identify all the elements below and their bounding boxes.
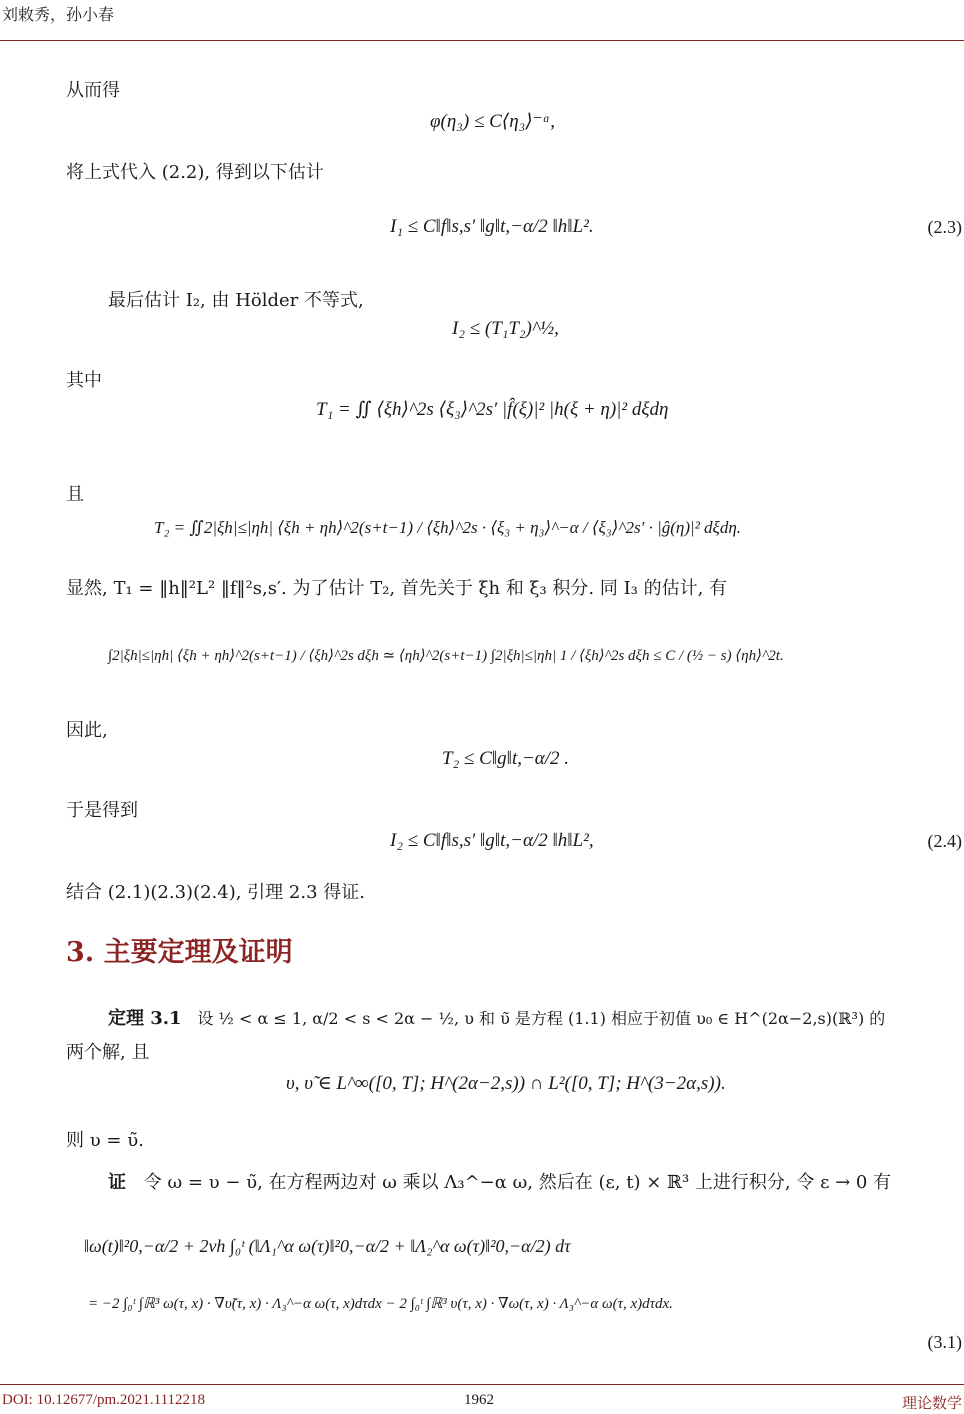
text-line: 从而得 [66, 80, 120, 101]
equation: T₂ ≤ C‖g‖t,−α/2 . [442, 748, 570, 769]
theorem-label: 定理 3.1 [108, 1008, 182, 1029]
equation-number: (3.1) [927, 1332, 962, 1352]
text-line: 则 υ = υ̃. [66, 1130, 144, 1151]
theorem-line [108, 1004, 885, 1030]
equation-T1: T₁ = ∬ ⟨ξh⟩^2s ⟨ξ₃⟩^2s′ |f̂(ξ)|² |h(ξ + η)|² dξdη [316, 399, 669, 420]
text-line: 于是得到 [66, 800, 138, 821]
equation: φ(η₃) ≤ C⟨η₃⟩⁻ᵅ, [430, 111, 556, 132]
footer-rule [0, 1384, 964, 1385]
proof-line [108, 1168, 891, 1194]
text-line: 结合 (2.1)(2.3)(2.4), 引理 2.3 得证. [66, 882, 365, 903]
footer-doi-link[interactable]: DOI: 10.12677/pm.2021.1112218 [2, 1392, 206, 1408]
equation-number: (2.3) [927, 217, 962, 237]
equation-2-4: I₂ ≤ C‖f‖s,s′ ‖g‖t,−α/2 ‖h‖L², [390, 830, 594, 851]
equation-number: (2.4) [927, 831, 962, 851]
header-rule [0, 40, 964, 41]
equation-3-1-line1: ‖ω(t)‖²0,−α/2 + 2νh ∫₀ᵗ (‖Λ₁^α ω(τ)‖²0,−α/2 + ‖Λ₂^α ω(τ)‖²0,−α/2) dτ [84, 1236, 571, 1256]
page-number: 1962 [464, 1392, 494, 1408]
equation-2-3: I₁ ≤ C‖f‖s,s′ ‖g‖t,−α/2 ‖h‖L². [390, 216, 594, 237]
equation-function-space: υ, υ̃ ∈ L^∞([0, T]; H^(2α−2,s)) ∩ L²([0, T]; H^(3−2α,s)). [286, 1073, 726, 1094]
text-line: 最后估计 I₂, 由 Hölder 不等式, [108, 290, 364, 311]
proof-text: 令 ω = υ − υ̃, 在方程两边对 ω 乘以 Λ₃^−α ω, 然后在 (ε, t) × ℝ³ 上进行积分, 令 ε → 0 有 [143, 1172, 892, 1193]
theorem-statement: 设 ½ < α ≤ 1, α/2 < s < 2α − ½, υ 和 υ̃ 是方程 (1.1) 相应于初值 υ₀ ∈ H^(2α−2,s)(ℝ³) 的 [197, 1009, 886, 1028]
equation-3-1-line2: = −2 ∫₀ᵗ ∫ℝ³ ω(τ, x) · ∇υ̃(τ, x) · Λ₃^−α ω(τ, x)dτdx − 2 ∫₀ᵗ ∫ℝ³ υ(τ, x) · ∇ω(τ, x) · Λ₃^−α ω(τ, x)dτdx. [88, 1296, 673, 1312]
text-line: 两个解, 且 [66, 1042, 150, 1063]
section-heading: 3. 主要定理及证明 [66, 937, 293, 968]
text-line: 显然, T₁ = ‖h‖²L² ‖f‖²s,s′. 为了估计 T₂, 首先关于 ξh 和 ξ₃ 积分. 同 I₃ 的估计, 有 [66, 578, 728, 599]
equation-T2: T₂ = ∬2|ξh|≤|ηh| ⟨ξh + ηh⟩^2(s+t−1) / ⟨ξh⟩^2s · ⟨ξ₃ + η₃⟩^−α / ⟨ξ₃⟩^2s′ · |ĝ(η)|² dξdη. [154, 518, 742, 537]
text-line: 且 [66, 484, 84, 505]
text-line: 将上式代入 (2.2), 得到以下估计 [66, 162, 324, 183]
footer-journal-name: 理论数学 [901, 1396, 962, 1412]
text-line: 其中 [66, 370, 102, 391]
running-header-authors: 刘敕秀，孙小春 [2, 5, 115, 24]
equation-integral-estimate: ∫2|ξh|≤|ηh| ⟨ξh + ηh⟩^2(s+t−1) / ⟨ξh⟩^2s dξh ≃ ⟨ηh⟩^2(s+t−1) ∫2|ξh|≤|ηh| 1 / ⟨ξh⟩^2s dξh ≤ C / (½ − s) ⟨ηh⟩^2t. [108, 648, 784, 664]
proof-label: 证 [108, 1172, 126, 1193]
text-line: 因此, [66, 720, 108, 741]
equation: I₂ ≤ (T₁T₂)^½, [452, 318, 559, 339]
